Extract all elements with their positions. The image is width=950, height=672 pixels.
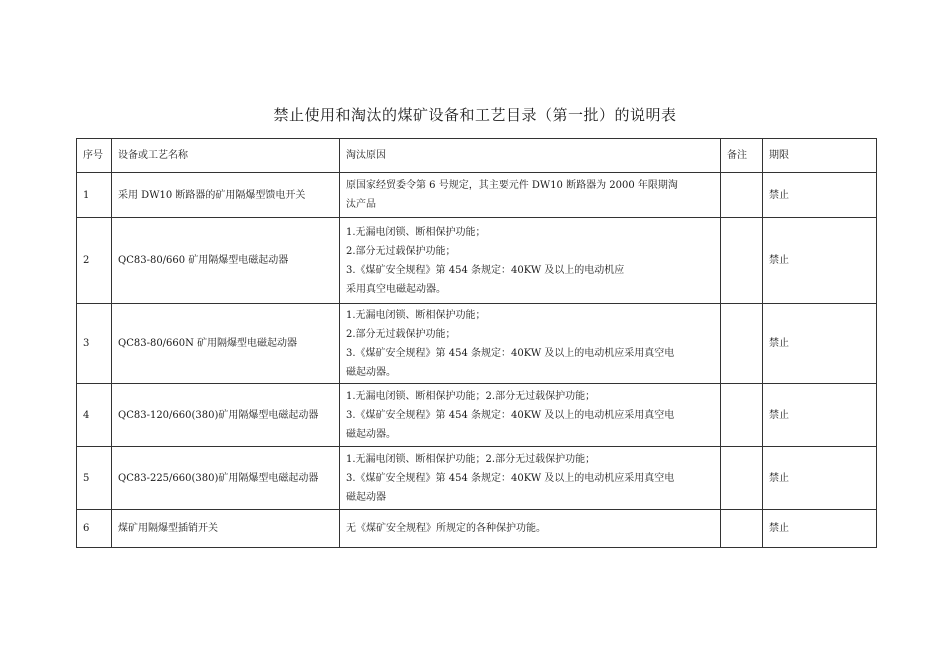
- row-note-cell: [721, 173, 763, 218]
- equipment-table: [76, 138, 877, 548]
- table-row: [77, 173, 877, 218]
- row-no-cell: 4: [77, 384, 112, 447]
- row-note-cell: [721, 304, 763, 384]
- row-reason-cell: [340, 304, 721, 384]
- row-reason-cell: [340, 447, 721, 510]
- row-period-cell: 禁止: [763, 218, 877, 304]
- header-reason: 淘汰原因: [340, 139, 721, 173]
- reason-line: 磁起动器。: [346, 428, 396, 440]
- reason-line: 磁起动器。: [346, 366, 396, 378]
- row-no-cell: 5: [77, 447, 112, 510]
- reason-line: 1.无漏电闭锁、断相保护功能；: [346, 226, 486, 238]
- row-note-cell: [721, 218, 763, 304]
- reason-line: 2.部分无过载保护功能；: [346, 328, 456, 340]
- row-no-cell: 3: [77, 304, 112, 384]
- row-reason-cell: [340, 218, 721, 304]
- reason-line: 汰产品: [346, 199, 376, 210]
- reason-line: 1.无漏电闭锁、断相保护功能；2.部分无过载保护功能；: [346, 390, 596, 402]
- table-row: [77, 218, 877, 304]
- table-row: [77, 510, 877, 548]
- header-note: 备注: [721, 139, 763, 173]
- reason-line: 3.《煤矿安全规程》第 454 条规定：40KW 及以上的电动机应采用真空电: [346, 472, 675, 484]
- row-name-cell: 采用 DW10 断路器的矿用隔爆型馈电开关: [112, 173, 340, 218]
- row-name-cell: QC83-80/660N 矿用隔爆型电磁起动器: [112, 304, 340, 384]
- reason-line: 3.《煤矿安全规程》第 454 条规定：40KW 及以上的电动机应采用真空电: [346, 409, 675, 421]
- reason-line: 1.无漏电闭锁、断相保护功能；2.部分无过载保护功能；: [346, 453, 596, 465]
- header-name: 设备或工艺名称: [112, 139, 340, 173]
- header-no: 序号: [77, 139, 112, 173]
- row-reason-cell: [340, 173, 721, 218]
- row-period-cell: 禁止: [763, 304, 877, 384]
- row-note-cell: [721, 384, 763, 447]
- header-period: 期限: [763, 139, 877, 173]
- row-reason-cell: [340, 384, 721, 447]
- row-reason-cell: [340, 510, 721, 548]
- row-no-cell: 6: [77, 510, 112, 548]
- row-period-cell: 禁止: [763, 173, 877, 218]
- reason-line: 采用真空电磁起动器。: [346, 283, 446, 295]
- table-header-row: [77, 139, 877, 173]
- row-name-cell: QC83-225/660(380)矿用隔爆型电磁起动器: [112, 447, 340, 510]
- row-period-cell: 禁止: [763, 447, 877, 510]
- row-name-cell: QC83-120/660(380)矿用隔爆型电磁起动器: [112, 384, 340, 447]
- reason-line: 3.《煤矿安全规程》第 454 条规定：40KW 及以上的电动机应采用真空电: [346, 347, 675, 359]
- row-no-cell: 2: [77, 218, 112, 304]
- table-row: [77, 384, 877, 447]
- row-name-cell: 煤矿用隔爆型插销开关: [112, 510, 340, 548]
- table-row: [77, 304, 877, 384]
- row-note-cell: [721, 447, 763, 510]
- reason-line: 1.无漏电闭锁、断相保护功能；: [346, 309, 486, 321]
- row-name-cell: QC83-80/660 矿用隔爆型电磁起动器: [112, 218, 340, 304]
- row-no-cell: 1: [77, 173, 112, 218]
- table-body: [77, 139, 877, 548]
- reason-line: 无《煤矿安全规程》所规定的各种保护功能。: [346, 523, 546, 534]
- row-period-cell: 禁止: [763, 384, 877, 447]
- reason-line: 原国家经贸委令第 6 号规定，其主要元件 DW10 断路器为 2000 年限期淘: [346, 180, 678, 191]
- page-title: 禁止使用和淘汰的煤矿设备和工艺目录（第一批）的说明表: [273, 106, 677, 124]
- row-period-cell: 禁止: [763, 510, 877, 548]
- row-note-cell: [721, 510, 763, 548]
- reason-line: 磁起动器: [346, 491, 386, 503]
- reason-line: 2.部分无过载保护功能；: [346, 245, 456, 257]
- table-row: [77, 447, 877, 510]
- reason-line: 3.《煤矿安全规程》第 454 条规定：40KW 及以上的电动机应: [346, 264, 625, 276]
